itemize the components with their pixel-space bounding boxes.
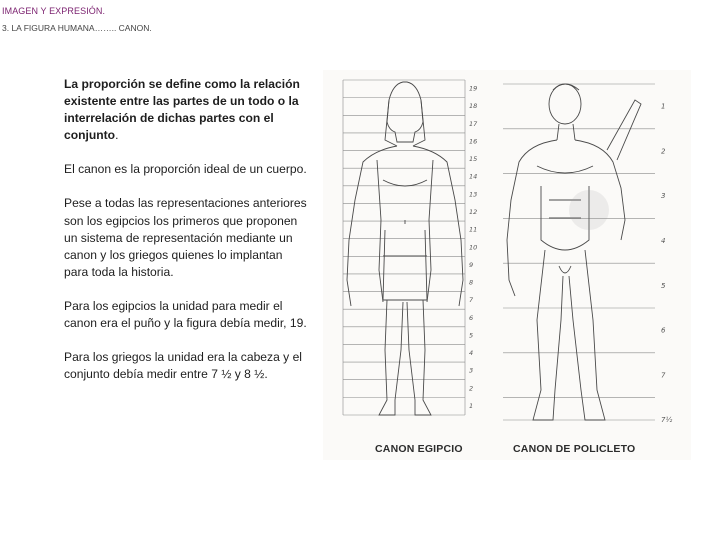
egyptian-scale-label: 4: [469, 349, 474, 358]
paragraph-canon: El canon es la proporción ideal de un cuerpo.: [64, 162, 307, 177]
greek-scale-label: 5: [661, 281, 666, 290]
canon-figure: [323, 70, 691, 460]
egyptian-scale-label: 1: [469, 401, 474, 410]
header: [2, 6, 152, 33]
egyptian-scale-label: 12: [469, 208, 478, 216]
caption-egyptian-canon: CANON EGIPCIO: [375, 443, 463, 455]
egyptian-scale-label: 14: [469, 172, 478, 181]
header-title: IMAGEN Y EXPRESIÓN.: [2, 6, 106, 16]
definition-end: .: [115, 128, 119, 143]
greek-scale-label: 3: [661, 192, 666, 201]
egyptian-scale-label: 18: [469, 102, 478, 111]
egyptian-scale-label: 7: [469, 296, 474, 305]
greek-scale-label: 2: [661, 147, 666, 156]
greek-scale-label: 6: [661, 326, 666, 335]
egyptian-scale-label: 9: [469, 260, 474, 269]
egyptian-scale-label: 16: [469, 137, 478, 146]
paragraph-egyptians: Para los egipcios la unidad para medir el canon era el puño y la figura debía medir, 19.: [64, 298, 307, 331]
paragraph-definition: [64, 76, 310, 144]
paragraph-history: Pese a todas las representaciones anteriores son los egipcios los primeros que proponen un sistema de representación mediante un canon y los griegos quienes lo implantan para toda la historia.: [64, 196, 307, 279]
egyptian-scale-label: 15: [469, 155, 478, 164]
greek-scale-label: 1: [661, 102, 666, 111]
greek-figure-illustration: [507, 84, 641, 420]
greek-scale-label: 7: [661, 371, 666, 380]
egyptian-scale-label: 8: [469, 278, 474, 287]
canon-drawing: [323, 70, 691, 440]
body-text: [64, 76, 310, 400]
egyptian-scale-label: 10: [469, 243, 478, 252]
greek-scale-label: 7½: [661, 416, 673, 425]
egyptian-scale-label: 19: [469, 84, 478, 93]
egyptian-scale-label: 3: [469, 366, 474, 375]
egyptian-figure-illustration: [347, 82, 463, 415]
egyptian-scale-label: 11: [469, 225, 478, 234]
egyptian-scale-label: 17: [469, 119, 478, 128]
egyptian-scale-label: 13: [469, 190, 478, 199]
egyptian-scale-label: 5: [469, 331, 474, 340]
definition-bold: La proporción se define como la relación existente entre las partes de un todo o la interrelación de dichas partes con el conjunto: [64, 77, 300, 143]
egyptian-scale-label: 2: [469, 384, 474, 393]
egyptian-scale-label: 6: [469, 313, 474, 322]
header-subtitle: 3. LA FIGURA HUMANA…….. CANON.: [2, 23, 152, 33]
greek-scale-label: 4: [661, 237, 666, 246]
caption-policleto-canon: CANON DE POLICLETO: [513, 443, 636, 455]
paragraph-greeks: Para los griegos la unidad era la cabeza y el conjunto debía medir entre 7 ½ y 8 ½.: [64, 350, 302, 382]
